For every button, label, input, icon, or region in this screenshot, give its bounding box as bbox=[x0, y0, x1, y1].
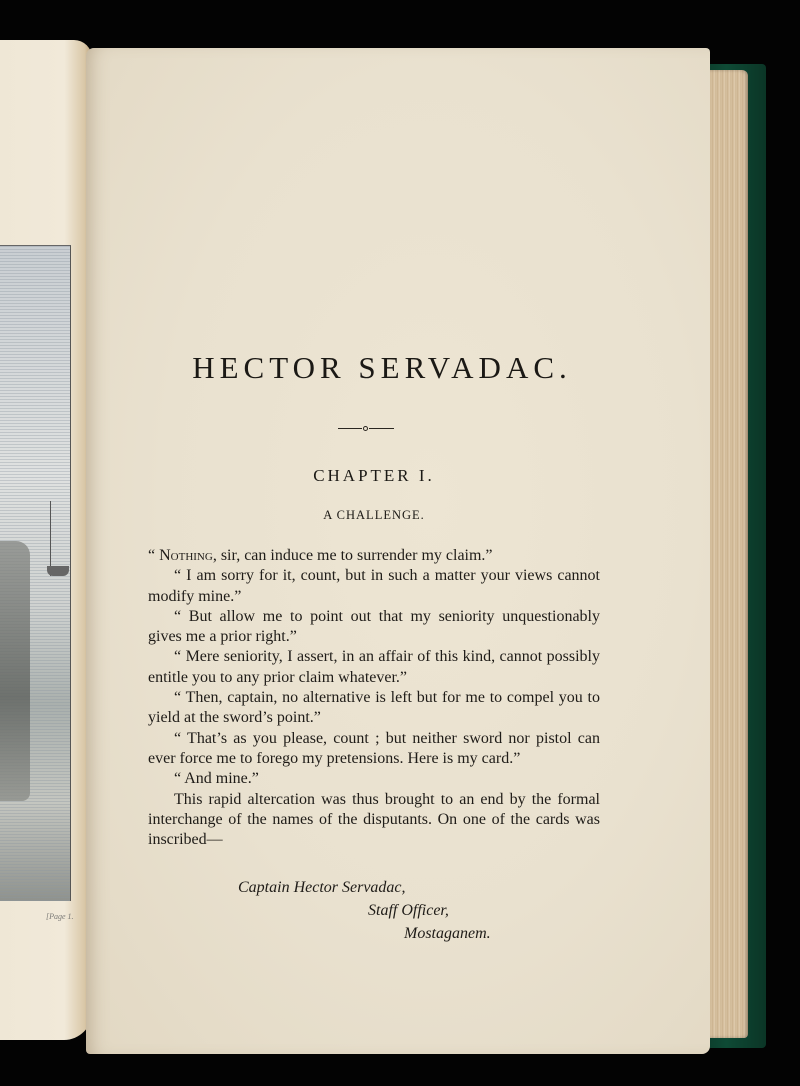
paragraph-text: , sir, can induce me to surrender my claim.” bbox=[212, 547, 493, 564]
paragraph: “ Then, captain, no alternative is left but for me to compel you to yield at the sword’s point.” bbox=[148, 689, 600, 727]
paragraph: “ And mine.” bbox=[174, 770, 259, 788]
figure-illustration bbox=[0, 541, 30, 801]
ornament-divider bbox=[338, 426, 394, 432]
engraving-plate bbox=[0, 245, 71, 901]
left-page bbox=[0, 40, 92, 1040]
paragraph: This rapid altercation was thus brought to an end by the formal interchange of the names of the disputants. On one of the cards was inscribed— bbox=[148, 790, 600, 849]
paragraph: “ I am sorry for it, count, but in such a matter your views cannot modify mine.” bbox=[148, 567, 600, 605]
signature-name: Captain Hector Servadac, bbox=[238, 879, 406, 896]
card-inscription bbox=[148, 876, 600, 945]
paragraph: “ But allow me to point out that my seniority unquestionably gives me a prior right.” bbox=[148, 607, 600, 646]
ship-illustration bbox=[50, 501, 69, 576]
body-text bbox=[148, 546, 600, 850]
book-title: HECTOR SERVADAC. bbox=[192, 350, 572, 385]
paragraph: “ Nothing, sir, can induce me to surrender my claim.” bbox=[148, 547, 493, 564]
plate-caption: [Page 1. bbox=[46, 912, 74, 921]
signature-rank: Staff Officer, bbox=[368, 902, 449, 919]
chapter-heading: CHAPTER I. bbox=[313, 466, 435, 485]
paragraph: “ That’s as you please, count ; but neither sword nor pistol can ever force me to forego my pretensions. Here is my card.” bbox=[148, 729, 600, 767]
paragraph: “ Mere seniority, I assert, in an affair of this kind, cannot possibly entitle you to any prior claim whatever.” bbox=[148, 648, 600, 686]
chapter-title: A CHALLENGE. bbox=[323, 508, 425, 522]
signature-place: Mostaganem. bbox=[404, 925, 491, 942]
opening-word: Nothing bbox=[159, 547, 213, 564]
right-page bbox=[86, 48, 710, 1054]
page-fore-edge bbox=[706, 70, 748, 1038]
